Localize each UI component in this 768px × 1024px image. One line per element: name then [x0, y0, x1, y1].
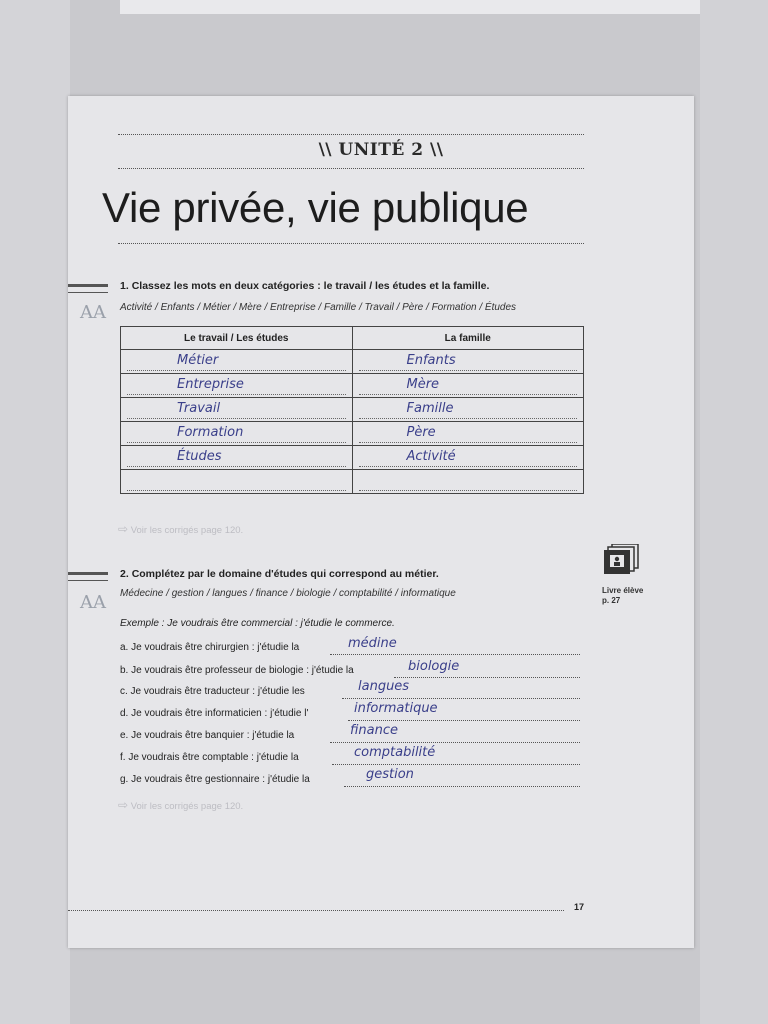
handwritten-answer	[359, 472, 578, 491]
handwritten-answer: finance	[350, 723, 398, 738]
handwritten-answer: comptabilité	[354, 745, 436, 760]
unit-label: \\ UNITÉ 2 \\	[318, 140, 444, 160]
handwritten-answer: Métier	[127, 352, 346, 371]
table-row	[121, 398, 584, 422]
list-item	[120, 708, 308, 719]
exercise-1-marker-bar	[68, 284, 108, 287]
list-item	[120, 752, 299, 763]
exercise-2-instruction	[120, 568, 439, 580]
background-left	[0, 0, 70, 1024]
table-cell-family[interactable]	[352, 446, 584, 470]
handwritten-answer: Activité	[359, 448, 578, 467]
list-item	[120, 686, 305, 697]
arrow-right-icon: ⇨	[118, 522, 129, 536]
item-text: e. Je voudrais être banquier : j'étudie la	[120, 730, 295, 741]
item-text: d. Je voudrais être informaticien : j'étudie l'	[120, 708, 309, 719]
handwritten-answer: Études	[127, 448, 346, 467]
student-book-icon	[604, 544, 640, 574]
see-answers-text: Voir les corrigés page 120.	[130, 801, 244, 812]
answer-blank[interactable]	[344, 786, 580, 787]
book-label-text: Livre élève	[602, 586, 644, 595]
table-cell-family[interactable]	[352, 350, 584, 374]
exercise-2-example: Exemple : Je voudrais être commercial : j'étudie le commerce.	[120, 618, 395, 629]
list-item	[120, 665, 354, 676]
handwritten-answer	[127, 472, 346, 491]
answer-blank[interactable]	[348, 720, 580, 721]
table-cell-family[interactable]	[352, 398, 584, 422]
exercise-2-text: Complétez par le domaine d'études qui correspond au métier.	[131, 568, 439, 580]
exercise-1-text: Classez les mots en deux catégories : le travail / les études et la famille.	[131, 280, 490, 292]
handwritten-answer: Mère	[359, 376, 578, 395]
table-row	[121, 422, 584, 446]
audio-icon: AA	[80, 302, 106, 323]
list-item	[120, 730, 294, 741]
workbook-page	[68, 96, 694, 948]
answer-blank[interactable]	[394, 677, 580, 678]
table-cell-family[interactable]	[352, 374, 584, 398]
exercise-1-number: 1.	[120, 280, 129, 292]
item-text: c. Je voudrais être traducteur : j'étudie les	[120, 686, 305, 697]
page-number: 17	[574, 902, 585, 912]
item-text: a. Je voudrais être chirurgien : j'étudie la	[120, 642, 300, 653]
header-rule-bottom	[118, 243, 584, 244]
table-cell-family[interactable]	[352, 470, 584, 494]
table-cell-work[interactable]	[121, 470, 353, 494]
answer-blank[interactable]	[342, 698, 580, 699]
item-text: f. Je voudrais être comptable : j'étudie la	[120, 752, 299, 763]
table-cell-work[interactable]	[121, 374, 353, 398]
handwritten-answer: gestion	[366, 767, 414, 782]
answer-blank[interactable]	[330, 742, 580, 743]
handwritten-answer: médine	[348, 636, 397, 651]
handwritten-answer: Famille	[359, 400, 578, 419]
see-answers-link-1[interactable]	[118, 522, 243, 536]
audio-icon: AA	[80, 592, 106, 613]
see-answers-text: Voir les corrigés page 120.	[130, 525, 244, 536]
book-page-text: p. 27	[602, 596, 621, 605]
see-answers-link-2[interactable]	[118, 798, 243, 812]
header-rule-top	[118, 134, 584, 135]
exercise-1-instruction	[120, 280, 489, 292]
list-item	[120, 642, 299, 653]
page-title: Vie privée, vie publique	[102, 184, 529, 231]
exercise-1-word-list: Activité / Enfants / Métier / Mère / Entreprise / Famille / Travail / Père / Formation / Études	[120, 302, 517, 313]
table-row	[121, 446, 584, 470]
handwritten-answer: Enfants	[359, 352, 578, 371]
exercise-1-marker-bar-thin	[68, 292, 108, 293]
header-rule-middle	[118, 168, 584, 169]
exercise-1-table	[120, 326, 584, 494]
table-cell-work[interactable]	[121, 398, 353, 422]
exercise-2-number: 2.	[120, 568, 129, 580]
answer-blank[interactable]	[332, 764, 580, 765]
item-text: b. Je voudrais être professeur de biologie : j'étudie la	[120, 665, 354, 676]
handwritten-answer: Entreprise	[127, 376, 346, 395]
handwritten-answer: langues	[358, 679, 410, 694]
table-row	[121, 374, 584, 398]
answer-blank[interactable]	[330, 654, 580, 655]
table-row	[121, 350, 584, 374]
table-row	[121, 470, 584, 494]
background-right	[700, 0, 768, 1024]
student-book-label	[602, 586, 643, 606]
column-header-family: La famille	[352, 327, 584, 350]
table-cell-work[interactable]	[121, 422, 353, 446]
table-cell-work[interactable]	[121, 350, 353, 374]
exercise-2-marker-bar	[68, 572, 108, 575]
footer-rule	[68, 910, 564, 911]
handwritten-answer: Père	[359, 424, 578, 443]
handwritten-answer: Formation	[127, 424, 346, 443]
handwritten-answer: biologie	[408, 659, 460, 674]
table-cell-work[interactable]	[121, 446, 353, 470]
top-paper-edge	[120, 0, 700, 14]
item-text: g. Je voudrais être gestionnaire : j'étudie la	[120, 774, 310, 785]
handwritten-answer: informatique	[354, 701, 438, 716]
table-cell-family[interactable]	[352, 422, 584, 446]
handwritten-answer: Travail	[127, 400, 346, 419]
exercise-2-word-list: Médecine / gestion / langues / finance / biologie / comptabilité / informatique	[120, 588, 456, 599]
list-item	[120, 774, 310, 785]
exercise-2-marker-bar-thin	[68, 580, 108, 581]
column-header-work: Le travail / Les études	[121, 327, 353, 350]
arrow-right-icon: ⇨	[118, 798, 129, 812]
